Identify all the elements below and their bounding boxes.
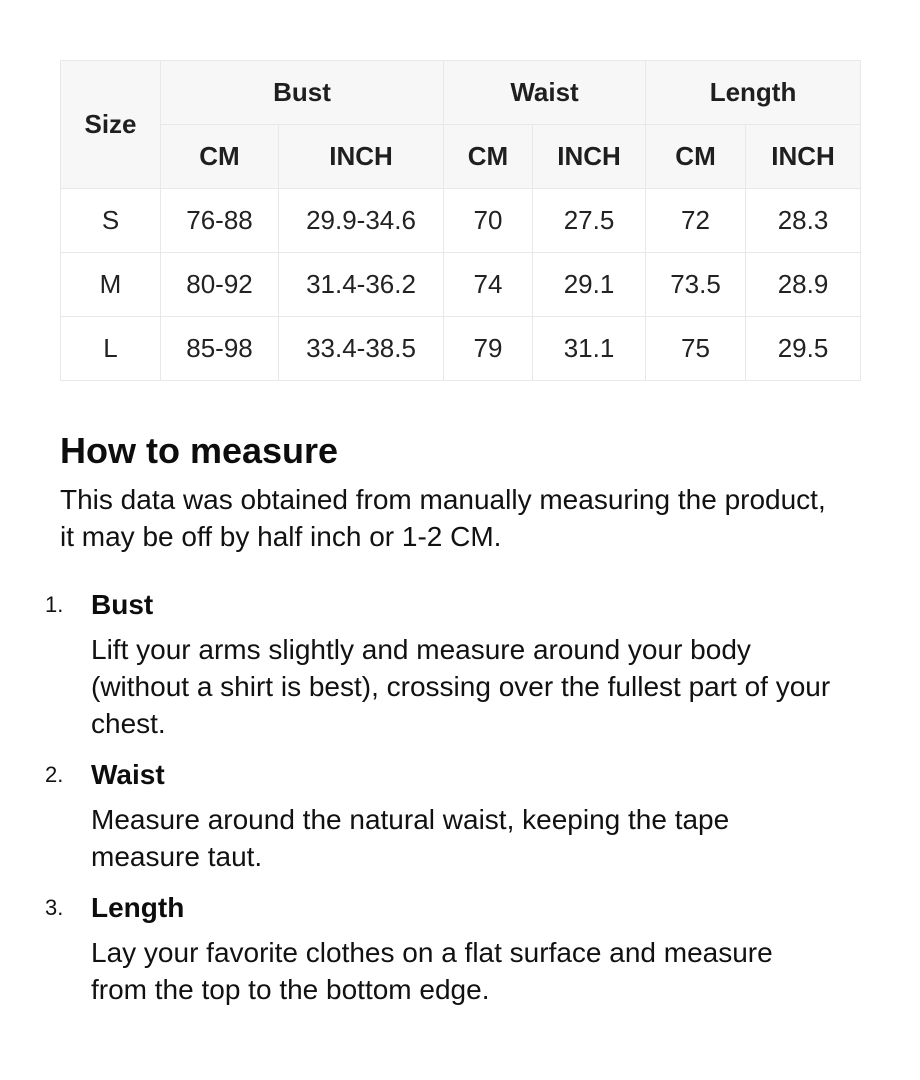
step-description-waist: Measure around the natural waist, keeping the tape measure taut. <box>91 804 730 872</box>
measurement-cell: 85-98 <box>161 317 279 381</box>
bust-group-header: Bust <box>161 61 444 125</box>
measurement-cell: 73.5 <box>646 253 746 317</box>
waist-group-header: Waist <box>444 61 646 125</box>
measurement-cell: 70 <box>444 189 533 253</box>
measurement-cell: 74 <box>444 253 533 317</box>
measurement-cell: 28.3 <box>746 189 861 253</box>
bust-inch-header: INCH <box>279 125 444 189</box>
step-description-bust: Lift your arms slightly and measure around your body (without a shirt is best), crossing over the fullest part of your chest. <box>91 634 831 739</box>
waist-inch-header: INCH <box>533 125 646 189</box>
size-cell: L <box>61 317 161 381</box>
size-chart-table <box>60 60 861 381</box>
step-item-length <box>45 889 860 1008</box>
step-number: 1. <box>45 592 64 617</box>
measurement-cell: 29.9-34.6 <box>279 189 444 253</box>
size-column-header: Size <box>61 61 161 189</box>
length-group-header: Length <box>646 61 861 125</box>
measurement-cell: 76-88 <box>161 189 279 253</box>
measurement-cell: 27.5 <box>533 189 646 253</box>
step-label-length: Length <box>91 892 185 923</box>
step-number: 2. <box>45 762 64 787</box>
step-label-waist: Waist <box>91 759 165 790</box>
measurement-cell: 31.4-36.2 <box>279 253 444 317</box>
measurement-cell: 33.4-38.5 <box>279 317 444 381</box>
measurement-cell: 29.5 <box>746 317 861 381</box>
length-inch-header: INCH <box>746 125 861 189</box>
measure-intro-text: This data was obtained from manually measuring the product, it may be off by half inch or 1-2 CM. <box>60 484 826 552</box>
size-row-l <box>61 317 861 381</box>
measurement-cell: 80-92 <box>161 253 279 317</box>
size-cell: S <box>61 189 161 253</box>
step-description-length: Lay your favorite clothes on a flat surface and measure from the top to the bottom edge. <box>91 937 773 1005</box>
how-to-measure-heading: How to measure <box>60 430 339 471</box>
unit-header-row <box>61 125 861 189</box>
size-row-m <box>61 253 861 317</box>
measurement-cell: 79 <box>444 317 533 381</box>
measurement-cell: 28.9 <box>746 253 861 317</box>
measure-steps-list <box>45 586 860 1008</box>
measurement-cell: 75 <box>646 317 746 381</box>
step-item-waist <box>45 756 860 875</box>
measurement-cell: 31.1 <box>533 317 646 381</box>
size-cell: M <box>61 253 161 317</box>
measurement-cell: 72 <box>646 189 746 253</box>
waist-cm-header: CM <box>444 125 533 189</box>
bust-cm-header: CM <box>161 125 279 189</box>
size-row-s <box>61 189 861 253</box>
step-label-bust: Bust <box>91 589 154 620</box>
step-number: 3. <box>45 895 64 920</box>
measurement-cell: 29.1 <box>533 253 646 317</box>
length-cm-header: CM <box>646 125 746 189</box>
step-item-bust <box>45 586 860 742</box>
group-header-row <box>61 61 861 125</box>
